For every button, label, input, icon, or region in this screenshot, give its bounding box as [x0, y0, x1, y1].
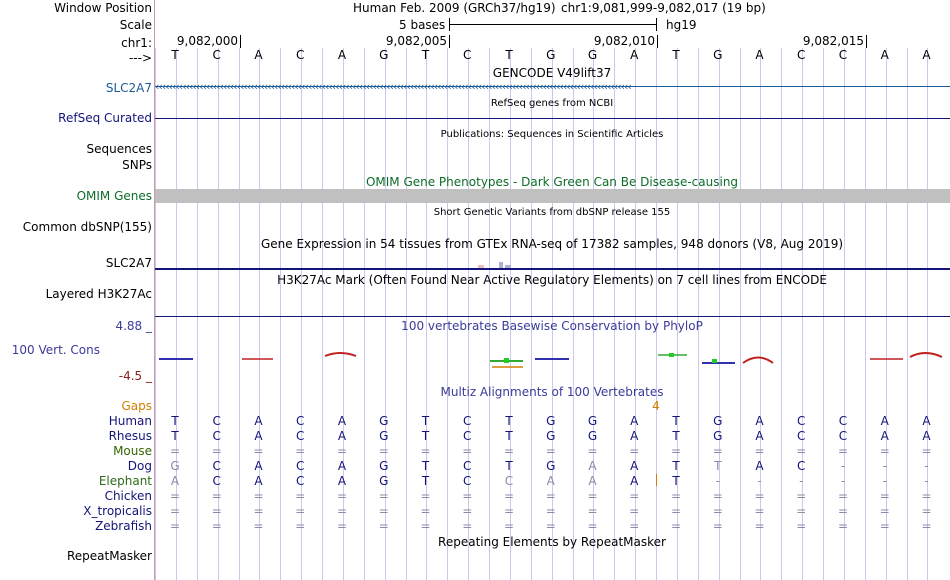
refseq-gene-line[interactable]	[155, 118, 950, 119]
alignment-base: -	[882, 474, 887, 488]
alignment-base: A	[588, 459, 597, 473]
species-label-chicken[interactable]: Chicken	[104, 489, 152, 503]
gtex-expression-mark	[499, 262, 503, 268]
alignment-base: A	[880, 414, 889, 428]
minus-strand-chevrons: ‹‹‹‹‹‹‹‹‹‹‹‹‹‹‹‹‹‹‹‹‹‹‹‹‹‹‹‹‹‹‹‹‹‹‹‹‹‹‹‹‹‹‹‹‹‹‹‹‹‹‹‹‹‹‹‹‹‹‹‹‹‹‹‹‹‹‹‹‹‹‹‹‹‹‹‹‹‹‹‹‹‹‹‹‹‹‹‹‹‹‹‹‹‹‹‹‹‹‹‹‹‹‹‹‹‹‹‹‹‹‹‹‹‹‹‹‹‹‹‹‹‹‹‹‹‹‹‹‹‹‹‹‹‹‹‹‹‹‹‹	[155, 81, 631, 92]
alignment-base: =	[378, 519, 389, 533]
alignment-base: G	[587, 429, 598, 443]
alignment-base: T	[672, 414, 680, 428]
sequence-base: G	[546, 48, 556, 62]
species-label-dog[interactable]: Dog	[127, 459, 152, 473]
sequence-base: G	[713, 48, 723, 62]
alignment-base: T	[505, 459, 513, 473]
grid-line	[823, 48, 824, 580]
phylop-track-title: 100 vertebrates Basewise Conservation by PhyloP	[401, 319, 703, 333]
snps-label[interactable]: SNPs	[122, 158, 152, 172]
alignment-base: =	[545, 504, 556, 518]
alignment-base: T	[505, 429, 513, 443]
alignment-base: =	[336, 519, 348, 533]
alignment-base: G	[546, 429, 556, 443]
alignment-base: -	[757, 474, 762, 488]
grid-line	[406, 48, 407, 580]
alignment-base: =	[169, 489, 181, 503]
omim-feature-bar[interactable]	[155, 189, 950, 203]
alignment-base: =	[169, 519, 181, 533]
gene-label-slc2a7[interactable]: SLC2A7	[105, 81, 152, 95]
scale-bar-right-cap	[656, 18, 657, 31]
alignment-base: -	[924, 474, 929, 488]
alignment-base: =	[837, 504, 849, 518]
alignment-base: =	[879, 504, 890, 518]
alignment-base: T	[505, 414, 513, 428]
alignment-base: A	[337, 429, 347, 443]
alignment-base: =	[378, 489, 389, 503]
grid-line	[865, 48, 866, 580]
alignment-base: =	[629, 489, 640, 503]
alignment-base: =	[336, 444, 348, 458]
sequence-base: C	[212, 48, 221, 62]
sequence-base: C	[838, 48, 848, 62]
scale-text: 5 bases	[399, 18, 446, 32]
sequence-base: A	[254, 48, 263, 62]
alignment-base: A	[755, 414, 764, 428]
alignment-base: G	[379, 429, 389, 443]
alignment-base: =	[837, 519, 849, 533]
grid-line	[698, 48, 699, 580]
grid-line	[197, 48, 198, 580]
alignment-base: =	[629, 504, 640, 518]
alignment-base: G	[546, 414, 556, 428]
alignment-base: C	[296, 414, 305, 428]
gencode-track-title: GENCODE V49lift37	[492, 66, 612, 80]
alignment-base: =	[545, 444, 556, 458]
alignment-base: G	[170, 459, 180, 473]
alignment-base: =	[712, 444, 723, 458]
alignment-base: =	[921, 504, 932, 518]
sequence-base: A	[880, 48, 889, 62]
alignment-base: T	[672, 459, 680, 473]
alignment-base: =	[754, 504, 765, 518]
alignment-base: =	[796, 489, 807, 503]
alignment-base: T	[171, 414, 179, 428]
alignment-base: =	[211, 504, 222, 518]
alignment-base: C	[797, 459, 806, 473]
h3k27ac-track-title: H3K27Ac Mark (Often Found Near Active Regulatory Elements) on 7 cell lines from ENCODE	[277, 273, 827, 287]
cons-min-value: -4.5 _	[118, 369, 152, 383]
alignment-base: =	[796, 504, 807, 518]
alignment-base: =	[629, 519, 640, 533]
alignment-base: T	[714, 459, 722, 473]
alignment-base: =	[211, 444, 222, 458]
alignment-base: =	[253, 519, 264, 533]
alignment-base: C	[296, 429, 305, 443]
coordinate-tick-label: 9,082,010	[593, 34, 655, 48]
phylop-trace	[325, 353, 356, 356]
alignment-base: =	[712, 489, 723, 503]
coordinate-tick	[866, 35, 867, 48]
scale-bar-left-cap	[449, 18, 450, 31]
sequence-base: G	[379, 48, 389, 62]
alignment-base: =	[420, 489, 431, 503]
alignment-base: A	[254, 414, 263, 428]
species-label-elephant[interactable]: Elephant	[98, 474, 152, 488]
alignment-base: =	[837, 489, 849, 503]
grid-line	[740, 48, 741, 580]
alignment-base: T	[672, 474, 680, 488]
repeatmasker-track-title: Repeating Elements by RepeatMasker	[438, 535, 666, 549]
alignment-base: =	[587, 504, 598, 518]
alignment-base: C	[463, 429, 472, 443]
alignment-base: =	[462, 489, 473, 503]
alignment-base: =	[712, 519, 723, 533]
alignment-base: A	[755, 459, 764, 473]
gtex-track-title: Gene Expression in 54 tissues from GTEx RNA-seq of 17382 samples, 948 donors (V8, Aug 2019)	[260, 237, 844, 251]
alignment-base: =	[587, 444, 598, 458]
sequence-base: T	[505, 48, 513, 62]
alignment-base: C	[212, 414, 221, 428]
alignment-base: =	[921, 444, 932, 458]
assembly-title: Human Feb. 2009 (GRCh37/hg19)	[353, 1, 556, 15]
alignment-base: =	[295, 504, 306, 518]
phylop-signal[interactable]	[155, 340, 950, 370]
alignment-base: A	[755, 429, 764, 443]
alignment-base: A	[630, 429, 639, 443]
cons-max-value: 4.88 _	[115, 319, 152, 333]
alignment-base: A	[922, 429, 931, 443]
alignment-base: =	[462, 519, 473, 533]
alignment-base: =	[879, 444, 890, 458]
alignment-base: C	[504, 474, 514, 488]
species-label-zebrafish[interactable]: Zebrafish	[95, 519, 152, 533]
gap-count: 4	[652, 399, 660, 413]
alignment-base: =	[754, 444, 765, 458]
refseq-curated-label[interactable]: RefSeq Curated	[58, 111, 152, 125]
alignment-base: A	[337, 474, 347, 488]
gtex-expression-mark	[478, 265, 484, 268]
sequence-base: C	[797, 48, 806, 62]
alignment-base: -	[715, 474, 720, 488]
alignment-base: T	[421, 459, 430, 473]
scale-bar	[449, 24, 657, 25]
phylop-trace	[712, 359, 717, 363]
alignment-base: G	[713, 414, 723, 428]
alignment-base: =	[796, 519, 807, 533]
gtex-gene-bar[interactable]	[155, 268, 950, 270]
alignment-base: T	[421, 474, 430, 488]
alignment-base: C	[838, 414, 848, 428]
alignment-base: =	[670, 489, 682, 503]
alignment-base: =	[295, 519, 306, 533]
scale-label: Scale	[119, 18, 152, 32]
sequence-base: A	[630, 48, 639, 62]
alignment-base: =	[378, 444, 389, 458]
alignment-base: =	[670, 519, 682, 533]
layered-h3k27ac-label[interactable]: Layered H3K27Ac	[45, 287, 152, 301]
h3k27ac-baseline	[155, 316, 950, 317]
window-position-label: Window Position	[54, 1, 152, 15]
alignment-base: A	[922, 414, 931, 428]
alignment-base: =	[295, 489, 306, 503]
sequence-base: A	[922, 48, 931, 62]
alignment-base: =	[545, 489, 556, 503]
alignment-base: =	[462, 504, 473, 518]
alignment-base: =	[587, 489, 598, 503]
alignment-base: =	[378, 504, 389, 518]
alignment-base: A	[337, 459, 347, 473]
alignment-base: A	[254, 459, 263, 473]
grid-line	[280, 48, 281, 580]
alignment-base: =	[503, 519, 515, 533]
alignment-base: C	[296, 474, 305, 488]
alignment-base: A	[630, 414, 639, 428]
alignment-base: =	[879, 489, 890, 503]
position-readout: chr1:9,081,999-9,082,017 (19 bp)	[561, 1, 766, 15]
alignment-base: =	[879, 519, 890, 533]
omim-track-title: OMIM Gene Phenotypes - Dark Green Can Be Disease-causing	[365, 175, 739, 189]
alignment-base: =	[211, 489, 222, 503]
chr-label: chr1:	[121, 36, 152, 50]
alignment-base: =	[712, 504, 723, 518]
publications-track-title: Publications: Sequences in Scientific Articles	[440, 129, 664, 140]
alignment-base: =	[921, 489, 932, 503]
species-label-rhesus[interactable]: Rhesus	[108, 429, 152, 443]
alignment-base: G	[713, 429, 723, 443]
alignment-base: -	[840, 474, 846, 488]
grid-line	[239, 48, 240, 580]
coordinate-tick-label: 9,082,015	[802, 34, 864, 48]
grid-line	[907, 48, 908, 580]
alignment-base: T	[421, 414, 430, 428]
alignment-base: =	[921, 519, 932, 533]
alignment-base: A	[630, 474, 639, 488]
alignment-base: C	[797, 414, 806, 428]
alignment-base: C	[212, 474, 221, 488]
common-dbsnp-label[interactable]: Common dbSNP(155)	[22, 220, 152, 234]
alignment-base: =	[503, 489, 515, 503]
alignment-base: =	[545, 519, 556, 533]
alignment-base: =	[587, 519, 598, 533]
alignment-base: =	[169, 444, 181, 458]
alignment-base: C	[463, 414, 472, 428]
alignment-base: C	[797, 429, 806, 443]
sequence-base: G	[587, 48, 598, 62]
multiz-track-title: Multiz Alignments of 100 Vertebrates	[440, 385, 664, 399]
alignment-base: -	[924, 459, 929, 473]
phylop-trace	[743, 358, 773, 364]
strand-arrow-label[interactable]: --->	[128, 51, 152, 65]
alignment-base: A	[546, 474, 555, 488]
grid-line	[364, 48, 365, 580]
alignment-base: T	[421, 429, 430, 443]
sequence-base: T	[672, 48, 680, 62]
alignment-base: =	[796, 444, 807, 458]
alignment-base: =	[629, 444, 640, 458]
phylop-trace	[669, 353, 674, 357]
alignment-base: -	[799, 474, 804, 488]
grid-line	[155, 48, 156, 580]
sequences-label[interactable]: Sequences	[86, 142, 152, 156]
alignment-base: C	[463, 459, 472, 473]
alignment-base: T	[171, 429, 179, 443]
alignment-base: =	[336, 489, 348, 503]
species-label-mouse[interactable]: Mouse	[113, 444, 152, 458]
alignment-base: -	[840, 459, 846, 473]
repeatmasker-label[interactable]: RepeatMasker	[66, 549, 152, 563]
alignment-base: =	[754, 519, 765, 533]
alignment-base: G	[379, 414, 389, 428]
alignment-base: -	[882, 459, 887, 473]
alignment-base: =	[211, 519, 222, 533]
alignment-base: G	[379, 459, 389, 473]
alignment-base: =	[420, 519, 431, 533]
alignment-base: =	[670, 504, 682, 518]
vert-cons-label[interactable]: 100 Vert. Cons	[11, 343, 100, 357]
alignment-base: =	[336, 504, 348, 518]
grid-line	[322, 48, 323, 580]
gtex-gene-label[interactable]: SLC2A7	[105, 256, 152, 270]
alignment-base: =	[503, 444, 515, 458]
sequence-base: T	[421, 48, 430, 62]
alignment-base: G	[587, 414, 598, 428]
phylop-trace	[504, 358, 509, 363]
alignment-base: =	[253, 504, 264, 518]
alignment-base: A	[880, 429, 889, 443]
alignment-base: A	[254, 429, 263, 443]
alignment-base: =	[295, 444, 306, 458]
alignment-base: A	[254, 474, 263, 488]
alignment-base: G	[379, 474, 389, 488]
coordinate-tick-label: 9,082,005	[385, 34, 447, 48]
db-label: hg19	[666, 18, 697, 32]
alignment-base: C	[838, 429, 848, 443]
sequence-base: C	[296, 48, 305, 62]
alignment-base: T	[672, 429, 680, 443]
alignment-base: A	[588, 474, 597, 488]
species-label-human[interactable]: Human	[108, 414, 152, 428]
alignment-base: =	[462, 444, 473, 458]
alignment-base: G	[546, 459, 556, 473]
alignment-base: =	[837, 444, 849, 458]
alignment-base: =	[253, 489, 264, 503]
alignment-base: =	[670, 444, 682, 458]
alignment-base: =	[503, 504, 515, 518]
sequence-base: A	[337, 48, 347, 62]
coordinate-tick-label: 9,082,000	[176, 34, 238, 48]
gtex-expression-mark	[505, 265, 511, 268]
sequence-base: T	[171, 48, 179, 62]
phylop-trace	[910, 353, 942, 357]
gaps-label: Gaps	[121, 399, 152, 413]
sequence-base: A	[755, 48, 764, 62]
alignment-base: =	[754, 489, 765, 503]
alignment-base: =	[420, 504, 431, 518]
alignment-base: A	[170, 474, 180, 488]
grid-line	[781, 48, 782, 580]
alignment-base: =	[253, 444, 264, 458]
omim-genes-label[interactable]: OMIM Genes	[76, 189, 152, 203]
alignment-base: C	[212, 459, 221, 473]
coordinate-tick	[240, 35, 241, 48]
alignment-base: C	[463, 474, 472, 488]
gencode-gene-feature[interactable]	[155, 81, 950, 92]
alignment-base: C	[296, 459, 305, 473]
elephant-insertion-mark	[656, 474, 657, 486]
alignment-base: A	[337, 414, 347, 428]
coordinate-tick	[657, 35, 658, 48]
alignment-base: C	[212, 429, 221, 443]
species-label-x-tropicalis[interactable]: X_tropicalis	[83, 504, 152, 518]
coordinate-tick	[449, 35, 450, 48]
alignment-base: =	[420, 444, 431, 458]
alignment-base: A	[630, 459, 639, 473]
sequence-base: C	[463, 48, 472, 62]
alignment-base: =	[169, 504, 181, 518]
refseq-track-title: RefSeq genes from NCBI	[490, 98, 614, 109]
dbsnp-track-title: Short Genetic Variants from dbSNP release 155	[433, 207, 671, 218]
